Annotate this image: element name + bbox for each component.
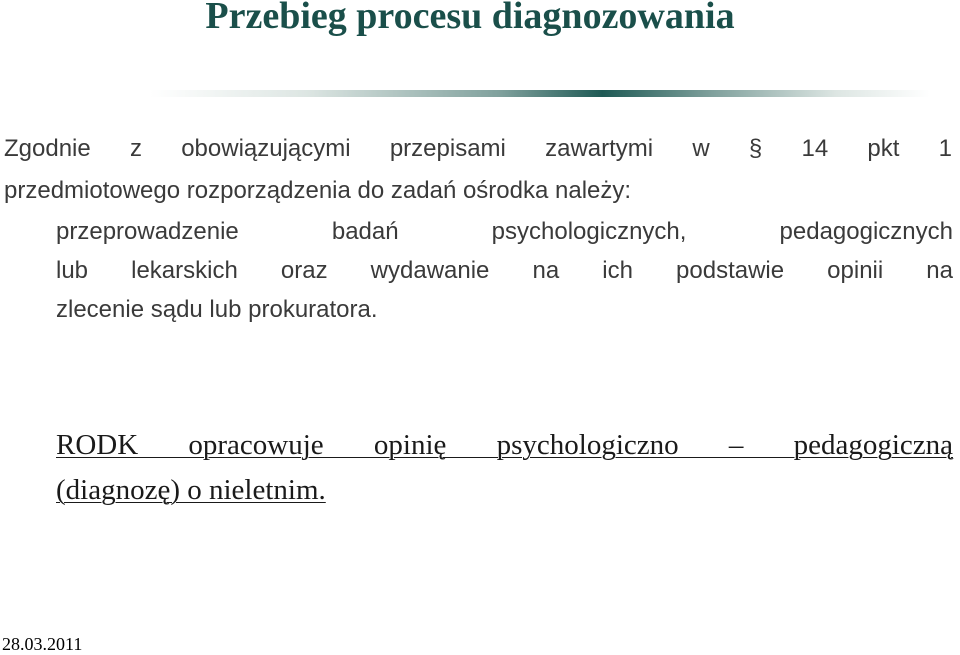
duties-line-3: zlecenie sądu lub prokuratora. (56, 296, 378, 323)
title-divider (150, 90, 930, 97)
intro-line-2: przedmiotowego rozporządzenia do zadań ośrodka należy: (4, 177, 632, 204)
intro-line-1: Zgodnie z obowiązującymi przepisami zawartymi w § 14 pkt 1 (4, 135, 952, 162)
rodk-line-1: RODK opracowuje opinię psychologiczno – pedagogiczną (56, 429, 953, 461)
slide-title: Przebieg procesu diagnozowania (205, 0, 735, 37)
intro-paragraph (4, 128, 952, 212)
rodk-paragraph (56, 423, 953, 513)
rodk-line-2: (diagnozę) o nieletnim. (56, 474, 326, 506)
footer-date: 28.03.2011 (2, 634, 83, 654)
duties-line-1: przeprowadzenie badań psychologicznych, pedagogicznych (56, 218, 953, 245)
duties-line-2: lub lekarskich oraz wydawanie na ich podstawie opinii na (56, 257, 953, 284)
duties-paragraph (56, 212, 953, 329)
